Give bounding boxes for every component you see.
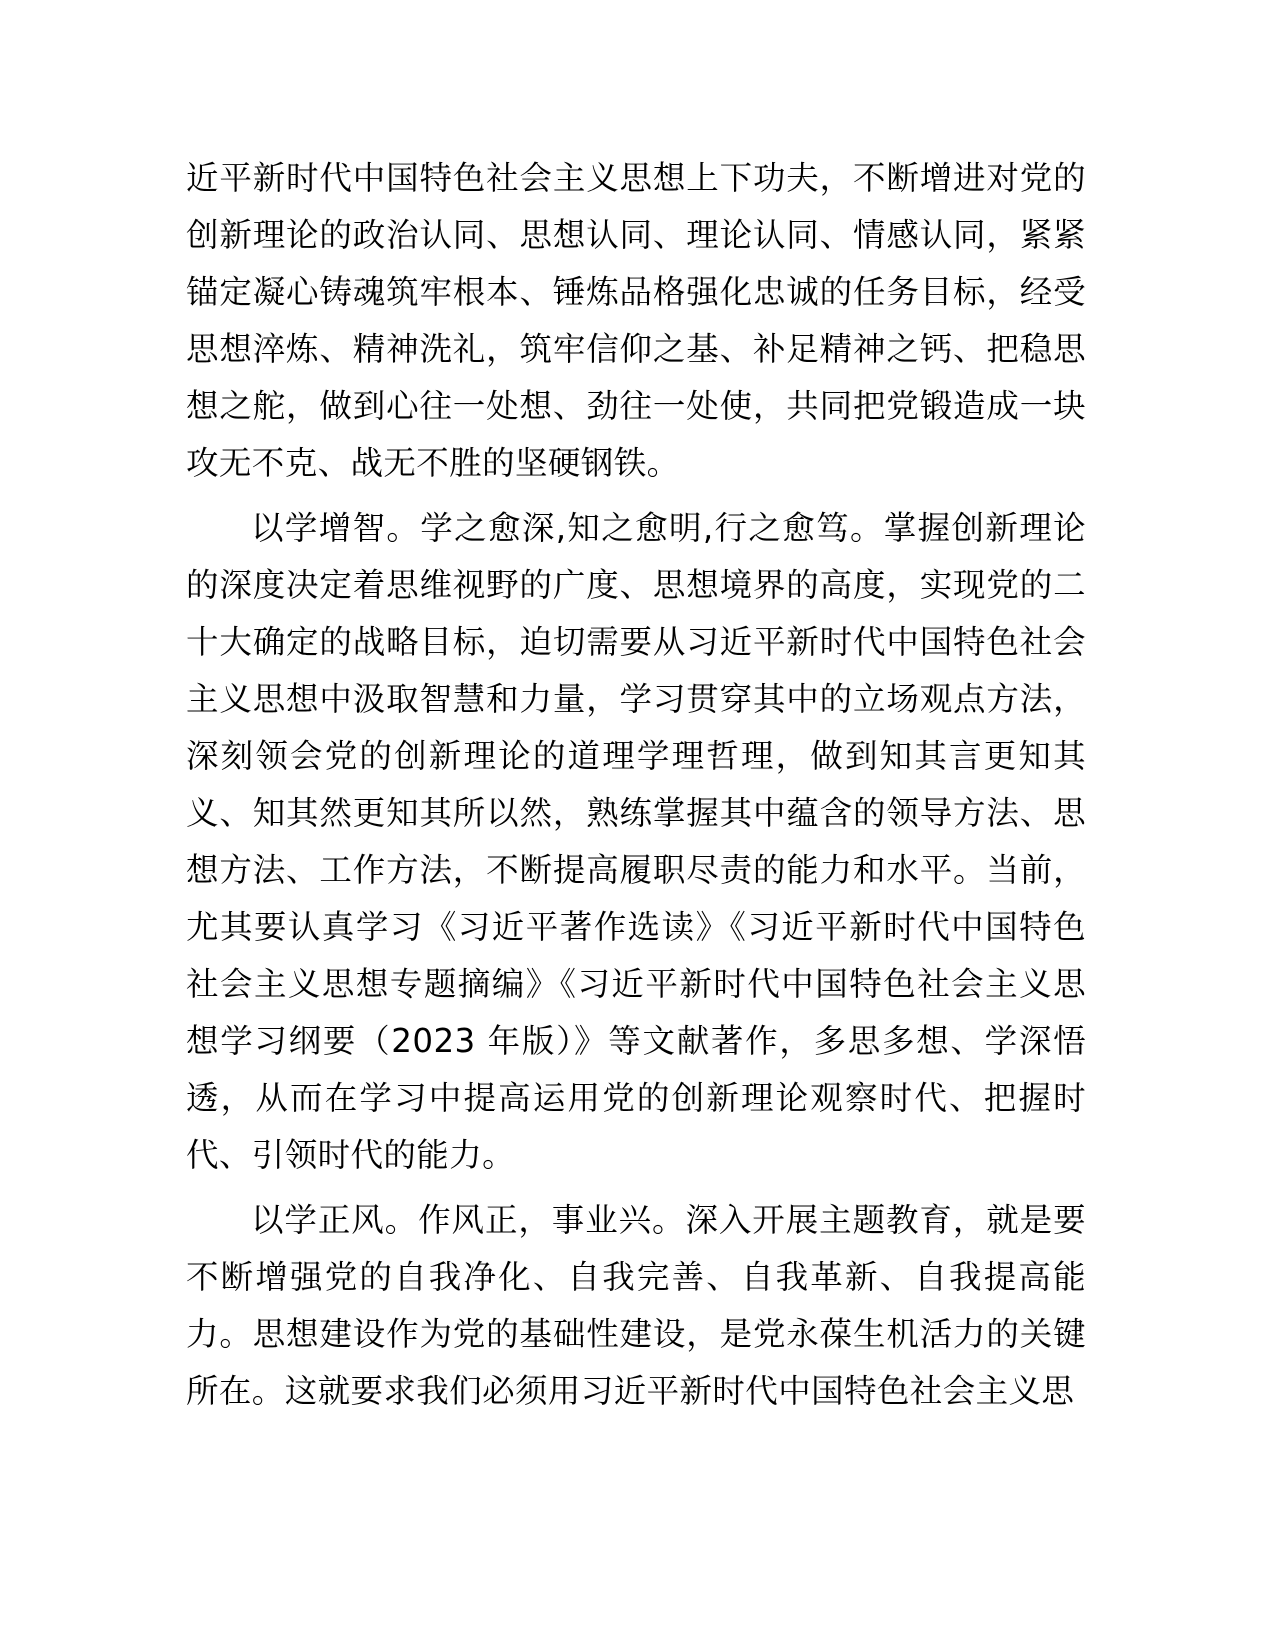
paragraph-continuation: 近平新时代中国特色社会主义思想上下功夫，不断增进对党的创新理论的政治认同、思想认同、理论认同、情感认同，紧紧锚定凝心铸魂筑牢根本、锤炼品格强化忠诚的任务目标，经受思想淬炼、精神洗礼，筑牢信仰之基、补足精神之钙、把稳思想之舵，做到心往一处想、劲往一处使，共同把党锻造成一块攻无不克、战无不胜的坚硬钢铁。 (186, 159, 1086, 482)
paragraph-learning-style: 以学正风。作风正，事业兴。深入开展主题教育，就是要不断增强党的自我净化、自我完善、自我革新、自我提高能力。思想建设作为党的基础性建设，是党永葆生机活力的关键所在。这就要求我们必须用习近平新时代中国特色社会主义思 (186, 1201, 1086, 1410)
document-body (186, 150, 1086, 1420)
paragraph-learning-wisdom: 以学增智。学之愈深,知之愈明,行之愈笃。掌握创新理论的深度决定着思维视野的广度、思想境界的高度，实现党的二十大确定的战略目标，迫切需要从习近平新时代中国特色社会主义思想中汲取智慧和力量，学习贯穿其中的立场观点方法，深刻领会党的创新理论的道理学理哲理，做到知其言更知其义、知其然更知其所以然，熟练掌握其中蕴含的领导方法、思想方法、工作方法，不断提高履职尽责的能力和水平。当前，尤其要认真学习《习近平著作选读》《习近平新时代中国特色社会主义思想专题摘编》《习近平新时代中国特色社会主义思想学习纲要（2023 年版）》等文献著作，多思多想、学深悟透，从而在学习中提高运用党的创新理论观察时代、把握时代、引领时代的能力。 (186, 509, 1086, 1174)
